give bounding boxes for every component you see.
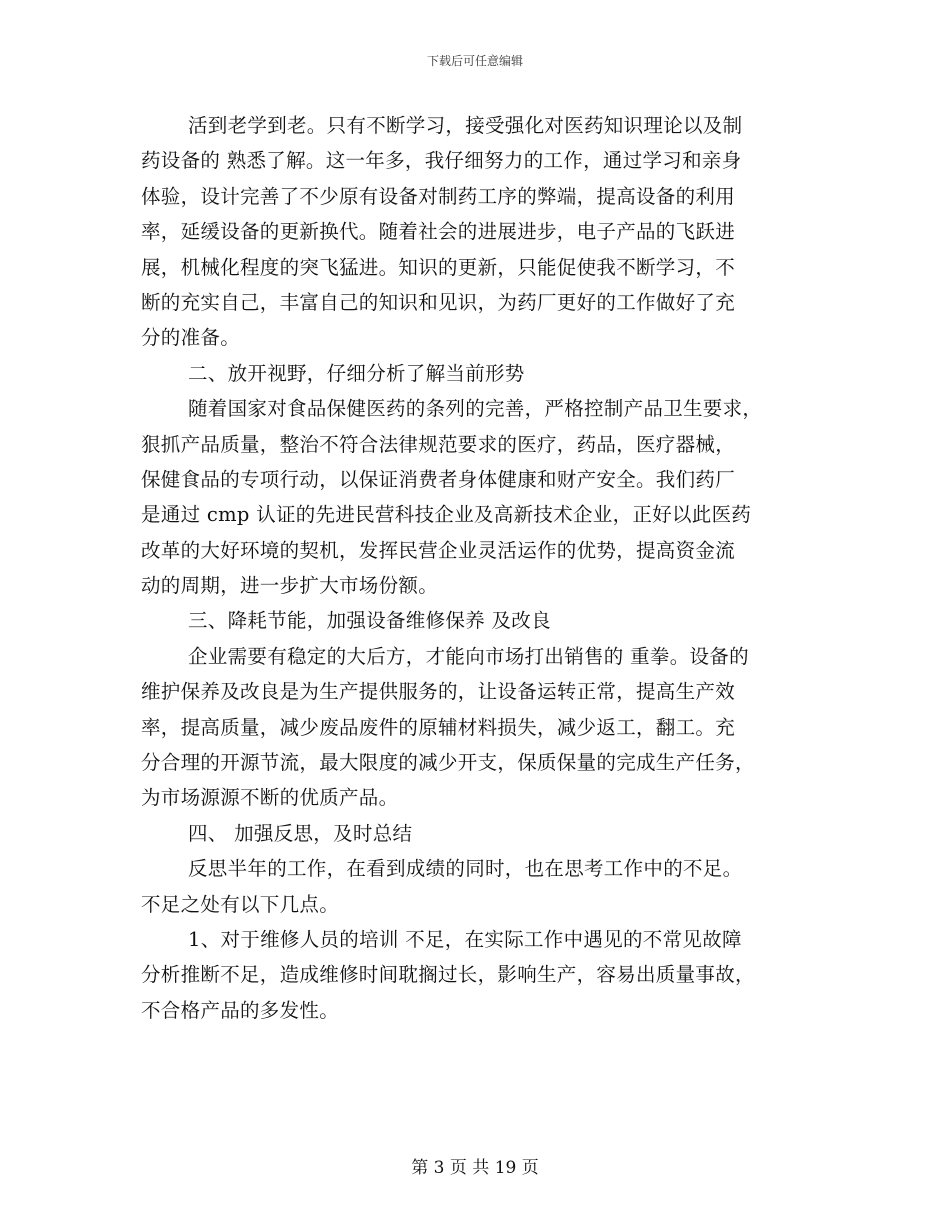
body-line: 是通过 cmp 认证的先进民营科技企业及高新技术企业，正好以此医药: [141, 503, 752, 527]
body-line: 率，延缓设备的更新换代。随着社会的进展进步，电子产品的飞跃进: [141, 220, 736, 244]
body-line: 企业需要有稳定的大后方，才能向市场打出销售的 重拳。设备的: [188, 644, 749, 668]
body-line: 体验，设计完善了不少原有设备对制药工序的弊端，提高设备的利用: [141, 184, 736, 208]
body-line: 药设备的 熟悉了解。这一年多，我仔细努力的工作，通过学习和亲身: [141, 149, 742, 173]
section-heading: 二、放开视野，仔细分析了解当前形势: [188, 361, 525, 385]
body-line: 狠抓产品质量，整治不符合法律规范要求的医疗，药品，医疗器械，: [141, 432, 736, 456]
body-line: 分的准备。: [141, 326, 241, 350]
body-line: 改革的大好环境的契机，发挥民营企业灵活运作的优势，提高资金流: [141, 538, 736, 562]
body-line: 断的充实自己，丰富自己的知识和见识，为药厂更好的工作做好了充: [141, 290, 736, 314]
body-line: 为市场源源不断的优质产品。: [141, 786, 399, 810]
body-line: 不足之处有以下几点。: [141, 892, 340, 916]
body-line: 不合格产品的多发性。: [141, 998, 340, 1022]
body-line: 分析推断不足，造成维修时间耽搁过长，影响生产，容易出质量事故，: [141, 963, 755, 987]
body-line: 分合理的开源节流，最大限度的减少开支，保质保量的完成生产任务，: [141, 751, 755, 775]
body-line: 展，机械化程度的突飞猛进。知识的更新，只能促使我不断学习，不: [141, 255, 736, 279]
section-heading: 三、降耗节能，加强设备维修保养 及改良: [188, 609, 551, 633]
body-line: 1、对于维修人员的培训 不足，在实际工作中遇见的不常见故障: [188, 927, 742, 951]
body-line: 保健食品的专项行动，以保证消费者身体健康和财产安全。我们药厂: [141, 467, 736, 491]
body-line: 随着国家对食品保健医药的条列的完善，严格控制产品卫生要求，: [188, 397, 763, 421]
body-line: 动的周期，进一步扩大市场份额。: [141, 574, 439, 598]
section-heading: 四、 加强反思，及时总结: [188, 821, 413, 845]
body-line: 维护保养及改良是为生产提供服务的，让设备运转正常，提高生产效: [141, 680, 736, 704]
page-number-footer: 第 3 页 共 19 页: [411, 1158, 539, 1178]
body-line: 反思半年的工作，在看到成绩的同时，也在思考工作中的不足。: [188, 857, 743, 881]
page-header: 下载后可任意编辑: [426, 54, 523, 68]
body-line: 活到老学到老。只有不断学习，接受强化对医药知识理论以及制: [188, 114, 743, 137]
body-line: 率，提高质量，减少废品废件的原辅材料损失，减少返工，翻工。充: [141, 715, 736, 739]
document-body: [141, 108, 809, 1028]
